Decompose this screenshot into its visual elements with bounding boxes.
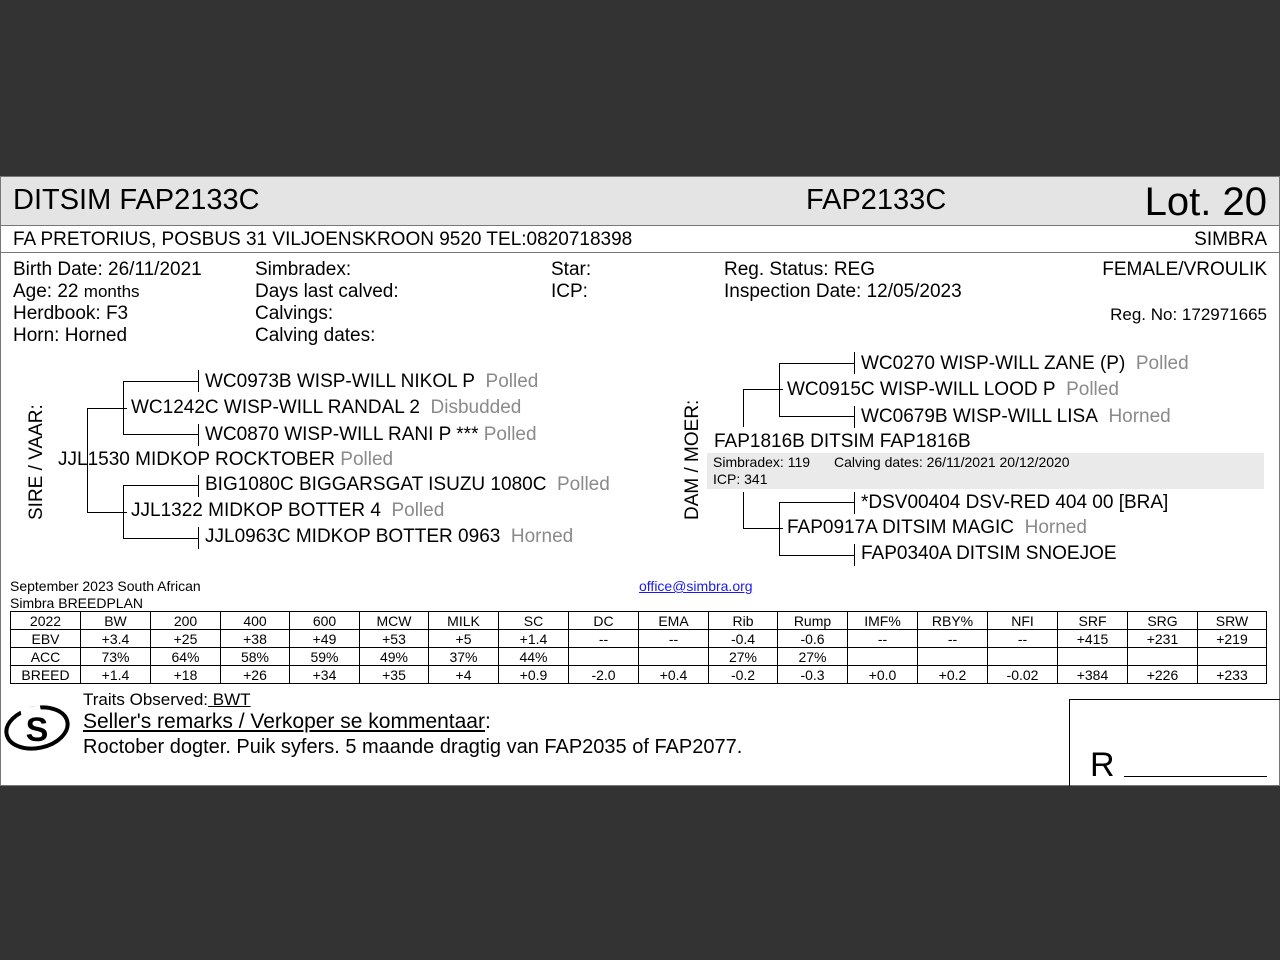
- ebv-cell: -2.0: [569, 666, 639, 684]
- lot-number: Lot. 20: [1144, 180, 1267, 224]
- ebv-cell: --: [848, 630, 918, 648]
- ebv-cell: [1058, 648, 1128, 666]
- ebv-header-cell: MILK: [429, 612, 499, 630]
- owner-info: FA PRETORIUS, POSBUS 31 VILJOENSKROON 9520 TEL:0820718398: [13, 229, 633, 250]
- sire-ds: [205, 474, 610, 496]
- ss-bracket: [123, 381, 124, 434]
- sire-ss: [205, 371, 538, 393]
- ebv-header-cell: EMA: [639, 612, 709, 630]
- ebv-cell: BREED: [11, 666, 81, 684]
- ebv-cell: +25: [151, 630, 221, 648]
- sire-ds-name: BIG1080C BIGGARSGAT ISUZU 1080C: [205, 474, 547, 495]
- ebv-cell: 64%: [151, 648, 221, 666]
- dam-dd-line: [779, 555, 855, 556]
- ebv-cell: +1.4: [499, 630, 569, 648]
- remarks-text: Roctober dogter. Puik syfers. 5 maande dragtig van FAP2035 of FAP2077.: [83, 736, 743, 758]
- ebv-header-cell: 400: [221, 612, 290, 630]
- ebv-cell: +49: [290, 630, 360, 648]
- dd-s-bracket: [779, 502, 780, 555]
- ebv-cell: +4: [429, 666, 499, 684]
- herdbook: Herdbook: F3: [13, 303, 129, 324]
- reg-number: Reg. No: 172971665: [1110, 305, 1267, 324]
- sire-top-line: [87, 408, 127, 409]
- ebv-cell: -0.2: [709, 666, 778, 684]
- ss-bottom-line: [123, 434, 199, 435]
- ebv-header-cell: RBY%: [918, 612, 988, 630]
- sd-tick: [198, 424, 199, 446]
- icp-label: ICP:: [551, 281, 588, 302]
- ebv-cell: 49%: [360, 648, 429, 666]
- sire-d-name: JJL1322 MIDKOP BOTTER 4: [131, 500, 381, 521]
- traits-observed: [83, 690, 251, 710]
- sire-main: [58, 449, 393, 471]
- ebv-cell: [1128, 648, 1198, 666]
- ebv-header-cell: 200: [151, 612, 221, 630]
- ss-tick: [198, 370, 199, 392]
- ebv-cell: +18: [151, 666, 221, 684]
- dam-sd-status: Horned: [1108, 406, 1171, 427]
- animal-name: DITSIM FAP2133C: [13, 184, 260, 216]
- remarks-heading: [83, 710, 491, 734]
- ebv-cell: --: [988, 630, 1058, 648]
- remarks-label: Seller's remarks / Verkoper se kommentaar: [83, 710, 485, 733]
- logo-icon: [3, 701, 71, 755]
- ebv-row: [11, 666, 1267, 684]
- ebv-cell: [639, 648, 709, 666]
- ebv-cell: ACC: [11, 648, 81, 666]
- sex: FEMALE/VROULIK: [1102, 259, 1267, 280]
- ss-top-line: [123, 381, 199, 382]
- logo-letter: S: [25, 711, 49, 749]
- ebv-cell: +38: [221, 630, 290, 648]
- dam-s-name: WC0915C WISP-WILL LOOD P: [787, 379, 1056, 400]
- sire-d: [131, 500, 444, 522]
- calvings-label: Calvings:: [255, 303, 334, 324]
- dam-top-bracket: [743, 389, 744, 427]
- dam-ss-name: WC0270 WISP-WILL ZANE (P): [861, 353, 1126, 374]
- price-box: [1069, 699, 1280, 786]
- price-prefix: R: [1090, 746, 1115, 784]
- dam-top-line: [743, 389, 783, 390]
- ebv-cell: +5: [429, 630, 499, 648]
- ebv-cell: +0.9: [499, 666, 569, 684]
- ebv-cell: 44%: [499, 648, 569, 666]
- ebv-cell: [848, 648, 918, 666]
- ebv-header-cell: MCW: [360, 612, 429, 630]
- dam-s: [787, 379, 1119, 401]
- ebv-cell: EBV: [11, 630, 81, 648]
- sire-s: [131, 397, 521, 419]
- ebv-cell: +233: [1198, 666, 1267, 684]
- inspection-date: Inspection Date: 12/05/2023: [724, 281, 962, 302]
- star-label: Star:: [551, 259, 592, 280]
- ebv-cell: [1198, 648, 1267, 666]
- dam-ds-line: [779, 502, 855, 503]
- calving-dates-label: Calving dates:: [255, 325, 376, 346]
- dam-s-status: Polled: [1066, 379, 1119, 400]
- dam-ds: [861, 492, 1168, 514]
- ebv-cell: 59%: [290, 648, 360, 666]
- sire-ss-name: WC0973B WISP-WILL NIKOL P: [205, 371, 475, 392]
- ebv-cell: --: [639, 630, 709, 648]
- sire-status: Polled: [340, 449, 394, 470]
- dam-name: FAP1816B DITSIM FAP1816B: [714, 431, 971, 452]
- reg-status: Reg. Status: REG: [724, 259, 876, 280]
- dam-dd: [861, 543, 1117, 565]
- dam-dd-name: FAP0340A DITSIM SNOEJOE: [861, 543, 1117, 564]
- ebv-cell: +226: [1128, 666, 1198, 684]
- dam-d-status: Horned: [1024, 517, 1087, 538]
- ebv-header-cell: 2022: [11, 612, 81, 630]
- ebv-cell: 58%: [221, 648, 290, 666]
- ebv-header-cell: SC: [499, 612, 569, 630]
- traits-value: BWT: [208, 690, 251, 709]
- sire-sd: [205, 424, 537, 446]
- age-unit: months: [83, 282, 140, 301]
- age-value: Age: 22: [13, 281, 84, 302]
- ebv-row: [11, 630, 1267, 648]
- ebv-header-cell: Rib: [709, 612, 778, 630]
- dam-sd-tick: [854, 406, 855, 428]
- dam-ss-line: [779, 363, 855, 364]
- traits-label: Traits Observed:: [83, 690, 209, 709]
- dam-ds-tick: [854, 492, 855, 514]
- ebv-cell: 27%: [709, 648, 778, 666]
- sdam-bracket: [123, 485, 124, 538]
- ebv-cell: --: [569, 630, 639, 648]
- ebv-cell: +1.4: [81, 666, 151, 684]
- ebv-cell: [569, 648, 639, 666]
- ebv-cell: --: [918, 630, 988, 648]
- sire-bottom-line: [87, 512, 127, 513]
- horn-status: Horn: Horned: [13, 325, 128, 346]
- sire-dd: [205, 526, 573, 548]
- ebv-cell: +34: [290, 666, 360, 684]
- ebv-cell: [988, 648, 1058, 666]
- dam-ds-name: *DSV00404 DSV-RED 404 00 [BRA]: [861, 492, 1169, 513]
- dam-sd: [861, 406, 1171, 428]
- ebv-cell: +53: [360, 630, 429, 648]
- ebv-header-cell: NFI: [988, 612, 1058, 630]
- ebv-cell: +0.2: [918, 666, 988, 684]
- ebv-cell: +3.4: [81, 630, 151, 648]
- ebv-cell: +415: [1058, 630, 1128, 648]
- ebv-cell: 73%: [81, 648, 151, 666]
- ebv-header-cell: Rump: [778, 612, 848, 630]
- dam-info-box: [707, 453, 1264, 489]
- ebv-cell: -0.4: [709, 630, 778, 648]
- simbradex-label: Simbradex:: [255, 259, 352, 280]
- breedplan-line1: September 2023 South African: [10, 578, 201, 594]
- dam-dd-tick: [854, 544, 855, 566]
- dam-ss-status: Polled: [1135, 353, 1189, 374]
- sire-ds-status: Polled: [557, 474, 610, 495]
- ebv-table: [10, 611, 1267, 684]
- age: [13, 281, 140, 303]
- sire-s-status: Disbudded: [430, 397, 522, 418]
- ds-s-bracket: [779, 363, 780, 416]
- ebv-header-cell: SRF: [1058, 612, 1128, 630]
- dam-ss-tick: [854, 352, 855, 374]
- simbra-logo: [3, 701, 71, 755]
- dd-tick: [198, 527, 199, 549]
- sire-dd-status: Horned: [510, 526, 574, 547]
- dam-ss: [861, 353, 1189, 375]
- sire-d-status: Polled: [391, 500, 445, 521]
- dam-simbradex: Simbradex: 119: [713, 454, 811, 470]
- ebv-cell: [918, 648, 988, 666]
- breed-label: SIMBRA: [1194, 229, 1267, 250]
- dam-side-label: DAM / MOER:: [682, 399, 703, 520]
- email-link[interactable]: office@simbra.org: [639, 578, 753, 594]
- ebv-header-cell: 600: [290, 612, 360, 630]
- ebv-header-cell: IMF%: [848, 612, 918, 630]
- lot-card: [0, 176, 1280, 786]
- ds-bottom-line: [123, 538, 199, 539]
- remarks-colon: :: [484, 710, 491, 733]
- breedplan-line2: Simbra BREEDPLAN: [10, 595, 144, 611]
- dam-bottom-bracket: [743, 492, 744, 528]
- animal-id: FAP2133C: [806, 184, 947, 216]
- dam-d-name: FAP0917A DITSIM MAGIC: [787, 517, 1015, 538]
- dam-bottom-line: [743, 528, 783, 529]
- ebv-cell: +0.4: [639, 666, 709, 684]
- dam-icp: ICP: 341: [713, 471, 768, 487]
- ebv-cell: +384: [1058, 666, 1128, 684]
- ebv-cell: 37%: [429, 648, 499, 666]
- sire-name: JJL1530 MIDKOP ROCKTOBER: [58, 449, 336, 470]
- dam-sd-line: [779, 416, 855, 417]
- ebv-cell: -0.3: [778, 666, 848, 684]
- ebv-header-cell: DC: [569, 612, 639, 630]
- sire-sd-status: Polled: [483, 424, 537, 445]
- ebv-header-cell: BW: [81, 612, 151, 630]
- dam-d: [787, 517, 1087, 539]
- ebv-row: [11, 648, 1267, 666]
- ebv-cell: +231: [1128, 630, 1198, 648]
- ebv-cell: +26: [221, 666, 290, 684]
- ebv-cell: +0.0: [848, 666, 918, 684]
- header-bar: [1, 177, 1279, 226]
- ebv-header-cell: SRW: [1198, 612, 1267, 630]
- ebv-cell: +219: [1198, 630, 1267, 648]
- sire-dd-name: JJL0963C MIDKOP BOTTER 0963: [205, 526, 501, 547]
- dam-sd-name: WC0679B WISP-WILL LISA: [861, 406, 1098, 427]
- sire-s-name: WC1242C WISP-WILL RANDAL 2: [131, 397, 420, 418]
- birth-date: Birth Date: 26/11/2021: [13, 259, 202, 280]
- owner-bar: [1, 226, 1279, 253]
- ebv-header-row: [11, 612, 1267, 630]
- sire-sd-name: WC0870 WISP-WILL RANI P ***: [205, 424, 479, 445]
- ebv-cell: -0.6: [778, 630, 848, 648]
- ebv-header-cell: SRG: [1128, 612, 1198, 630]
- price-line[interactable]: [1124, 776, 1267, 777]
- dam-calving-dates: Calving dates: 26/11/2021 20/12/2020: [834, 454, 1070, 470]
- ebv-cell: 27%: [778, 648, 848, 666]
- ds-tick: [198, 475, 199, 497]
- ebv-cell: -0.02: [988, 666, 1058, 684]
- ebv-cell: +35: [360, 666, 429, 684]
- ds-top-line: [123, 485, 199, 486]
- sire-side-label: SIRE / VAAR:: [26, 404, 47, 520]
- days-calved-label: Days last calved:: [255, 281, 399, 302]
- sire-ss-status: Polled: [485, 371, 539, 392]
